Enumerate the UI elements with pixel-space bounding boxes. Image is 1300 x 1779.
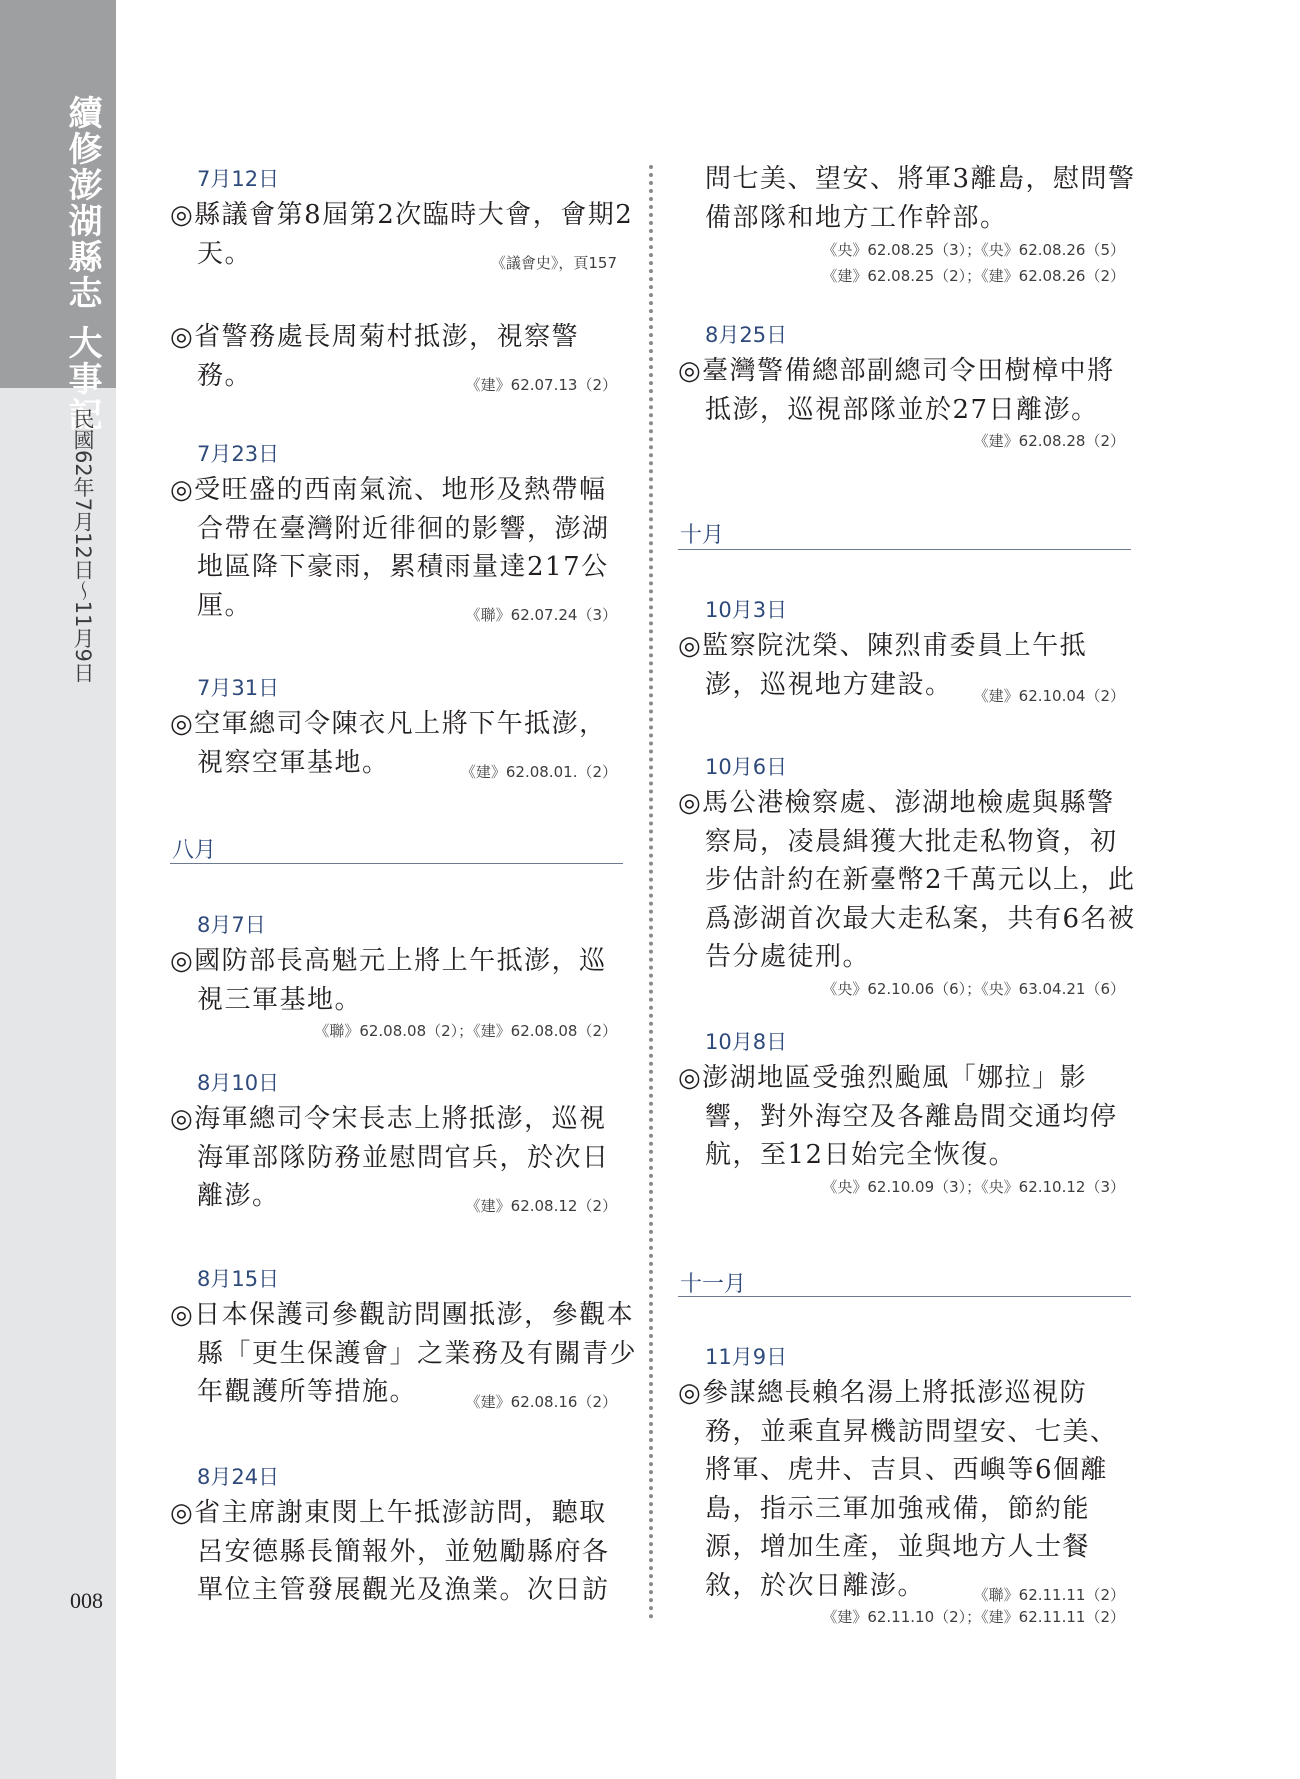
entry-date: 8月10日 (197, 1071, 280, 1095)
month-heading-aug: 八月 (172, 838, 217, 863)
entry-date: 11月9日 (705, 1345, 788, 1369)
entry-source: 《建》62.07.13（2） (465, 376, 617, 394)
entry-body (170, 1296, 638, 1412)
entry-line: 單位主管發展觀光及漁業。次日訪 (197, 1575, 610, 1605)
entry-line: 地區降下豪雨，累積雨量達217公 (197, 552, 609, 582)
entry-line: 步估計約在新臺幣2千萬元以上，此 (705, 865, 1136, 895)
entry-line: ◎省主席謝東閔上午抵澎訪問，聽取 (170, 1498, 607, 1528)
entry-line: 問七美、望安、將軍3離島，慰問警 (705, 164, 1136, 194)
entry-line: ◎空軍總司令陳衣凡上將下午抵澎， (170, 709, 607, 739)
entry-line: 航，至12日始完全恢復。 (705, 1140, 1017, 1170)
entry-line: ◎監察院沈榮、陳烈甫委員上午抵 (678, 631, 1088, 661)
entry (170, 1066, 625, 1216)
entry-line: 海軍部隊防務並慰問官兵，於次日 (197, 1142, 610, 1173)
entry-line: 縣「更生保護會」之業務及有關青少 (197, 1338, 638, 1369)
entry-source: 《建》62.08.16（2） (465, 1393, 617, 1411)
entry-source: 《聯》62.08.08（2）；《建》62.08.08（2） (314, 1022, 617, 1040)
entry (170, 162, 634, 273)
entry-body (678, 1059, 1133, 1175)
entry (170, 437, 625, 625)
entry-source: 《建》62.08.25（2）；《建》62.08.26（2） (822, 267, 1125, 285)
entry (170, 318, 625, 395)
entry-source: 《央》62.08.25（3）；《央》62.08.26（5） (822, 241, 1125, 259)
entry-source: 《建》62.08.12（2） (465, 1197, 617, 1215)
entry-source: 《央》62.10.09（3）；《央》62.10.12（3） (822, 1177, 1125, 1196)
entry-line: 備部隊和地方工作幹部。 (705, 202, 1008, 233)
entry-line: 抵澎，巡視部隊並於27日離澎。 (705, 394, 1099, 425)
entry-line: 厘。 《聯》62.07.24（3） (170, 587, 625, 626)
entry-line: ◎縣議會第8屆第2次臨時大會，會期2 (170, 200, 634, 230)
entry-line: 爲澎湖首次最大走私案，共有6名被 (705, 903, 1136, 934)
entry-line: 澎，巡視地方建設。 《建》62.10.04（2） (678, 666, 1133, 705)
entry-body (678, 627, 1133, 704)
entry-line: ◎澎湖地區受強烈颱風「娜拉」影 (678, 1063, 1088, 1093)
entry (678, 593, 1133, 704)
book-title: 續修澎湖縣志 大事記 (62, 95, 102, 433)
entry-date: 7月31日 (197, 676, 280, 700)
entry-date: 8月15日 (197, 1267, 280, 1291)
entry-date: 8月25日 (705, 323, 788, 347)
entry-body (170, 196, 634, 273)
entry-body (170, 318, 625, 395)
entry (678, 1025, 1133, 1199)
date-range: 民國62年7月12日〜11月9日 (71, 408, 95, 683)
entry-continuation (678, 160, 1136, 289)
entry-line: ◎參謀總長賴名湯上將抵澎巡視防 (678, 1378, 1088, 1408)
entry-line: ◎國防部長高魁元上將上午抵澎，巡 (170, 946, 607, 976)
entry (170, 1262, 638, 1412)
entry-body (678, 352, 1133, 429)
month-rule (678, 549, 1131, 550)
entry-line: 天。 《議會史》，頁157 (170, 235, 625, 274)
entry-line: 視三軍基地。 (197, 984, 363, 1015)
entry-line: 視察空軍基地。 《建》62.08.01.（2） (170, 744, 625, 783)
entry-date: 10月8日 (705, 1030, 788, 1054)
entry-body (678, 160, 1136, 237)
entry-date: 10月6日 (705, 755, 788, 779)
entry-line: ◎臺灣警備總部副總司令田樹樟中將 (678, 356, 1115, 386)
entry-source: 《建》62.08.01.（2） (460, 763, 617, 781)
entry-line: ◎海軍總司令宋長志上將抵澎，巡視 (170, 1104, 607, 1134)
entry-line: 呂安德縣長簡報外，並勉勵縣府各 (197, 1536, 610, 1567)
entry-date: 7月23日 (197, 442, 280, 466)
entry (678, 1340, 1133, 1629)
entry-line: 敘，於次日離澎。 《聯》62.11.11（2） (678, 1567, 1133, 1606)
sidebar-band (0, 388, 116, 1779)
entry-date: 10月3日 (705, 598, 788, 622)
entry-line: ◎受旺盛的西南氣流、地形及熱帶幅 (170, 475, 607, 505)
entry-line: 告分處徒刑。 (705, 942, 871, 972)
entry (170, 671, 625, 782)
entry-line: 將軍、虎井、吉貝、西嶼等6個離 (705, 1455, 1109, 1485)
month-heading-oct: 十月 (680, 523, 725, 548)
entry-body (678, 784, 1136, 977)
entry-source: 《央》62.10.06（6）；《央》63.04.21（6） (822, 979, 1125, 998)
entry-source: 《建》62.11.10（2）；《建》62.11.11（2） (822, 1608, 1125, 1626)
month-rule (678, 1296, 1131, 1297)
entry-source: 《議會史》，頁157 (490, 254, 617, 272)
entry-body (170, 942, 625, 1019)
entry-line: 島，指示三軍加強戒備，節約能 (705, 1493, 1091, 1524)
entry-body (170, 705, 625, 782)
entry-date: 8月24日 (197, 1465, 280, 1489)
entry-line: 合帶在臺灣附近徘徊的影響，澎湖 (197, 513, 610, 544)
entry-source: 《建》62.10.04（2） (973, 687, 1125, 705)
entry-body (170, 1494, 625, 1610)
entry-source: 《建》62.08.28（2） (973, 432, 1125, 450)
entry-body (170, 471, 625, 625)
entry-body (170, 1100, 625, 1216)
entry-line: 務，並乘直昇機訪問望安、七美、 (705, 1416, 1118, 1447)
column-divider (649, 165, 653, 1620)
entry-line: 務。 《建》62.07.13（2） (170, 357, 625, 396)
entry-line: 源，增加生產，並與地方人士餐 (705, 1532, 1091, 1562)
month-rule (170, 863, 623, 864)
entry-line: 年觀護所等措施。 《建》62.08.16（2） (170, 1373, 625, 1412)
entry-line: 響，對外海空及各離島間交通均停 (705, 1101, 1118, 1132)
entry (170, 1460, 625, 1610)
entry-line: ◎省警務處長周菊村抵澎，視察警 (170, 322, 580, 352)
entry-line: ◎日本保護司參觀訪問團抵澎，參觀本 (170, 1300, 635, 1330)
entry-date: 8月7日 (197, 913, 266, 937)
entry-line: 離澎。 《建》62.08.12（2） (170, 1177, 625, 1216)
entry-source: 《聯》62.07.24（3） (465, 606, 617, 624)
entry (170, 908, 625, 1043)
entry (678, 318, 1133, 453)
entry-date: 7月12日 (197, 167, 280, 191)
month-heading-nov: 十一月 (680, 1272, 747, 1297)
page-number: 008 (70, 1588, 103, 1613)
entry-line: 察局，凌晨緝獲大批走私物資，初 (705, 826, 1118, 857)
entry-body (678, 1374, 1133, 1605)
entry-source: 《聯》62.11.11（2） (973, 1586, 1125, 1604)
entry (678, 750, 1136, 1001)
entry-line: ◎馬公港檢察處、澎湖地檢處與縣警 (678, 788, 1115, 818)
